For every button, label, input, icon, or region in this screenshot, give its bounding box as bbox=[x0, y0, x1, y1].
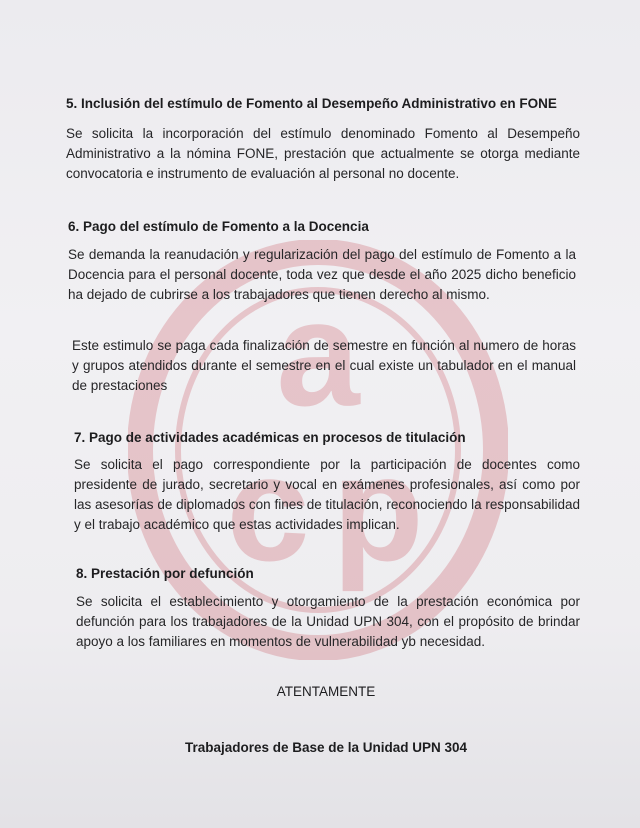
text-line: defunción para los trabajadores de la Unidad UPN 304, con el propósito de brindar bbox=[76, 614, 580, 629]
section-8-paragraph bbox=[76, 592, 580, 652]
text-line: ha dejado de cubrirse a los trabajadores que tienen derecho al mismo. bbox=[68, 287, 490, 302]
section-7-heading: 7. Pago de actividades académicas en procesos de titulación bbox=[74, 430, 466, 445]
watermark-letter-a: a bbox=[276, 269, 360, 437]
text-line: Se demanda la reanudación y regularización del pago del estímulo de Fomento a la bbox=[68, 247, 576, 262]
section-7-paragraph bbox=[74, 455, 580, 535]
text-line: presidente de jurado, secretario y vocal en exámenes profesionales, así como por bbox=[74, 477, 580, 492]
section-8-heading: 8. Prestación por defunción bbox=[76, 566, 254, 581]
text-line: de prestaciones bbox=[72, 378, 168, 393]
text-line: Se solicita la incorporación del estímulo denominado Fomento al Desempeño bbox=[66, 126, 580, 141]
text-line: Este estimulo se paga cada finalización de semestre en función al numero de horas bbox=[72, 338, 576, 353]
section-6-heading: 6. Pago del estímulo de Fomento a la Docencia bbox=[68, 219, 369, 234]
text-line: y grupos atendidos durante el semestre en el cual existe un tabulador en el manual bbox=[72, 358, 576, 373]
text-line: Administrativo a la nómina FONE, prestación que actualmente se otorga mediante bbox=[66, 146, 580, 161]
text-line: las asesorías de diplomados con fines de titulación, reconociendo la responsabilidad bbox=[74, 497, 580, 512]
section-6-paragraph-2 bbox=[72, 336, 576, 396]
text-line: y el trabajo académico que estas actividades implican. bbox=[74, 517, 400, 532]
signature-line: Trabajadores de Base de la Unidad UPN 304 bbox=[184, 740, 468, 755]
watermark-letter-p: p bbox=[332, 424, 424, 592]
watermark-letter-c: c bbox=[226, 424, 310, 592]
section-5-paragraph bbox=[66, 124, 580, 184]
section-6-paragraph-1 bbox=[68, 245, 576, 305]
section-5-heading: 5. Inclusión del estímulo de Fomento al Desempeño Administrativo en FONE bbox=[66, 96, 557, 111]
text-line: convocatoria e instrumento de evaluación al personal no docente. bbox=[66, 166, 460, 181]
text-line: Docencia para el personal docente, toda vez que desde el año 2025 dicho beneficio bbox=[68, 267, 576, 282]
text-line: Se solicita el pago correspondiente por la participación de docentes como bbox=[74, 457, 580, 472]
text-line: apoyo a los familiares en momentos de vulnerabilidad yb necesidad. bbox=[76, 634, 485, 649]
closing-text: ATENTAMENTE bbox=[276, 684, 376, 699]
text-line: Se solicita el establecimiento y otorgamiento de la prestación económica por bbox=[76, 594, 580, 609]
